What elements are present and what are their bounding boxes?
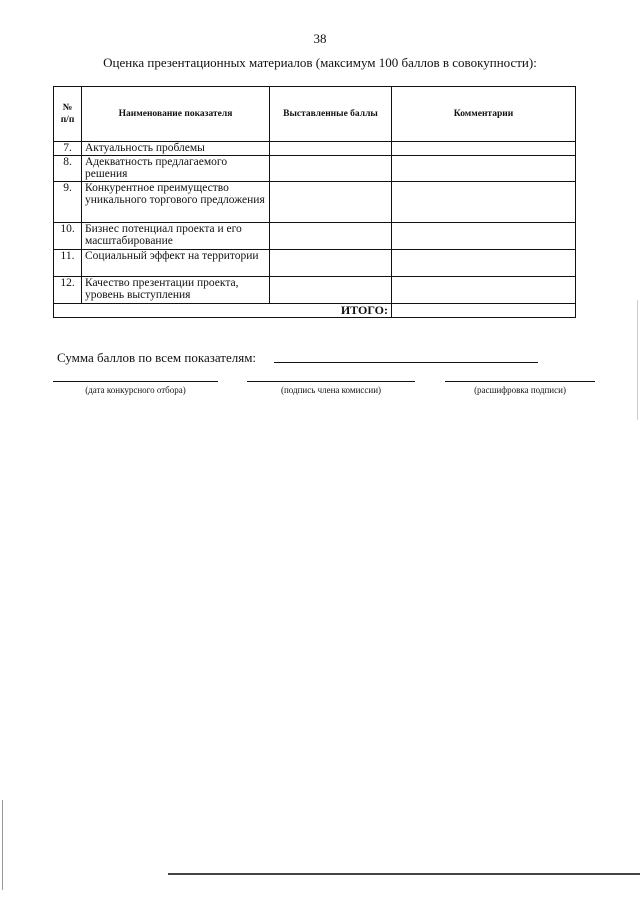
row-indicator: Бизнес потенциал проекта и его масштабирование	[82, 223, 270, 250]
row-number: 8.	[54, 156, 82, 182]
comment-cell[interactable]	[392, 250, 576, 277]
comment-cell[interactable]	[392, 277, 576, 304]
signature-caption: (подпись члена комиссии)	[280, 385, 382, 395]
header-comment: Комментарии	[392, 87, 576, 142]
table-row	[54, 250, 576, 277]
date-caption: (дата конкурсного отбора)	[85, 385, 186, 395]
score-cell[interactable]	[270, 223, 392, 250]
header-number	[54, 87, 82, 142]
row-indicator: Адекватность предлагаемого решения	[82, 156, 270, 182]
sum-input-line[interactable]	[274, 362, 538, 363]
row-number: 10.	[54, 223, 82, 250]
table-row	[54, 277, 576, 304]
scan-edge-mark-right	[637, 300, 638, 420]
score-cell[interactable]	[270, 156, 392, 182]
table-row	[54, 223, 576, 250]
table-row	[54, 142, 576, 156]
transcript-line[interactable]	[445, 381, 595, 382]
sum-label: Сумма баллов по всем показателям:	[57, 350, 257, 365]
header-number-line1: №	[62, 103, 73, 113]
comment-cell[interactable]	[392, 156, 576, 182]
comment-cell[interactable]	[392, 142, 576, 156]
total-score-cell[interactable]	[392, 304, 576, 318]
table-header-row	[54, 87, 576, 142]
row-number: 9.	[54, 182, 82, 223]
date-line[interactable]	[53, 381, 218, 382]
row-number: 12.	[54, 277, 82, 304]
row-number: 7.	[54, 142, 82, 156]
row-indicator: Актуальность проблемы	[82, 142, 270, 156]
scan-edge-mark	[2, 800, 3, 890]
evaluation-table	[53, 86, 576, 318]
scan-bottom-edge	[168, 873, 640, 875]
header-score: Выставленные баллы	[270, 87, 392, 142]
page-heading: Оценка презентационных материалов (максимум 100 баллов в совокупности):	[103, 55, 537, 70]
comment-cell[interactable]	[392, 182, 576, 223]
page-number: 38	[313, 31, 327, 46]
score-cell[interactable]	[270, 182, 392, 223]
score-cell[interactable]	[270, 250, 392, 277]
table-row	[54, 182, 576, 223]
score-cell[interactable]	[270, 142, 392, 156]
row-indicator: Качество презентации проекта, уровень выступления	[82, 277, 270, 304]
header-number-line2: п/п	[60, 115, 75, 125]
signature-line[interactable]	[247, 381, 415, 382]
row-indicator: Конкурентное преимущество уникального торгового предложения	[82, 182, 270, 223]
total-label: ИТОГО:	[54, 304, 392, 318]
comment-cell[interactable]	[392, 223, 576, 250]
row-indicator: Социальный эффект на территории	[82, 250, 270, 277]
score-cell[interactable]	[270, 277, 392, 304]
total-row	[54, 304, 576, 318]
transcript-caption: (расшифровка подписи)	[474, 385, 566, 395]
header-indicator-name: Наименование показателя	[82, 87, 270, 142]
table-row	[54, 156, 576, 182]
row-number: 11.	[54, 250, 82, 277]
